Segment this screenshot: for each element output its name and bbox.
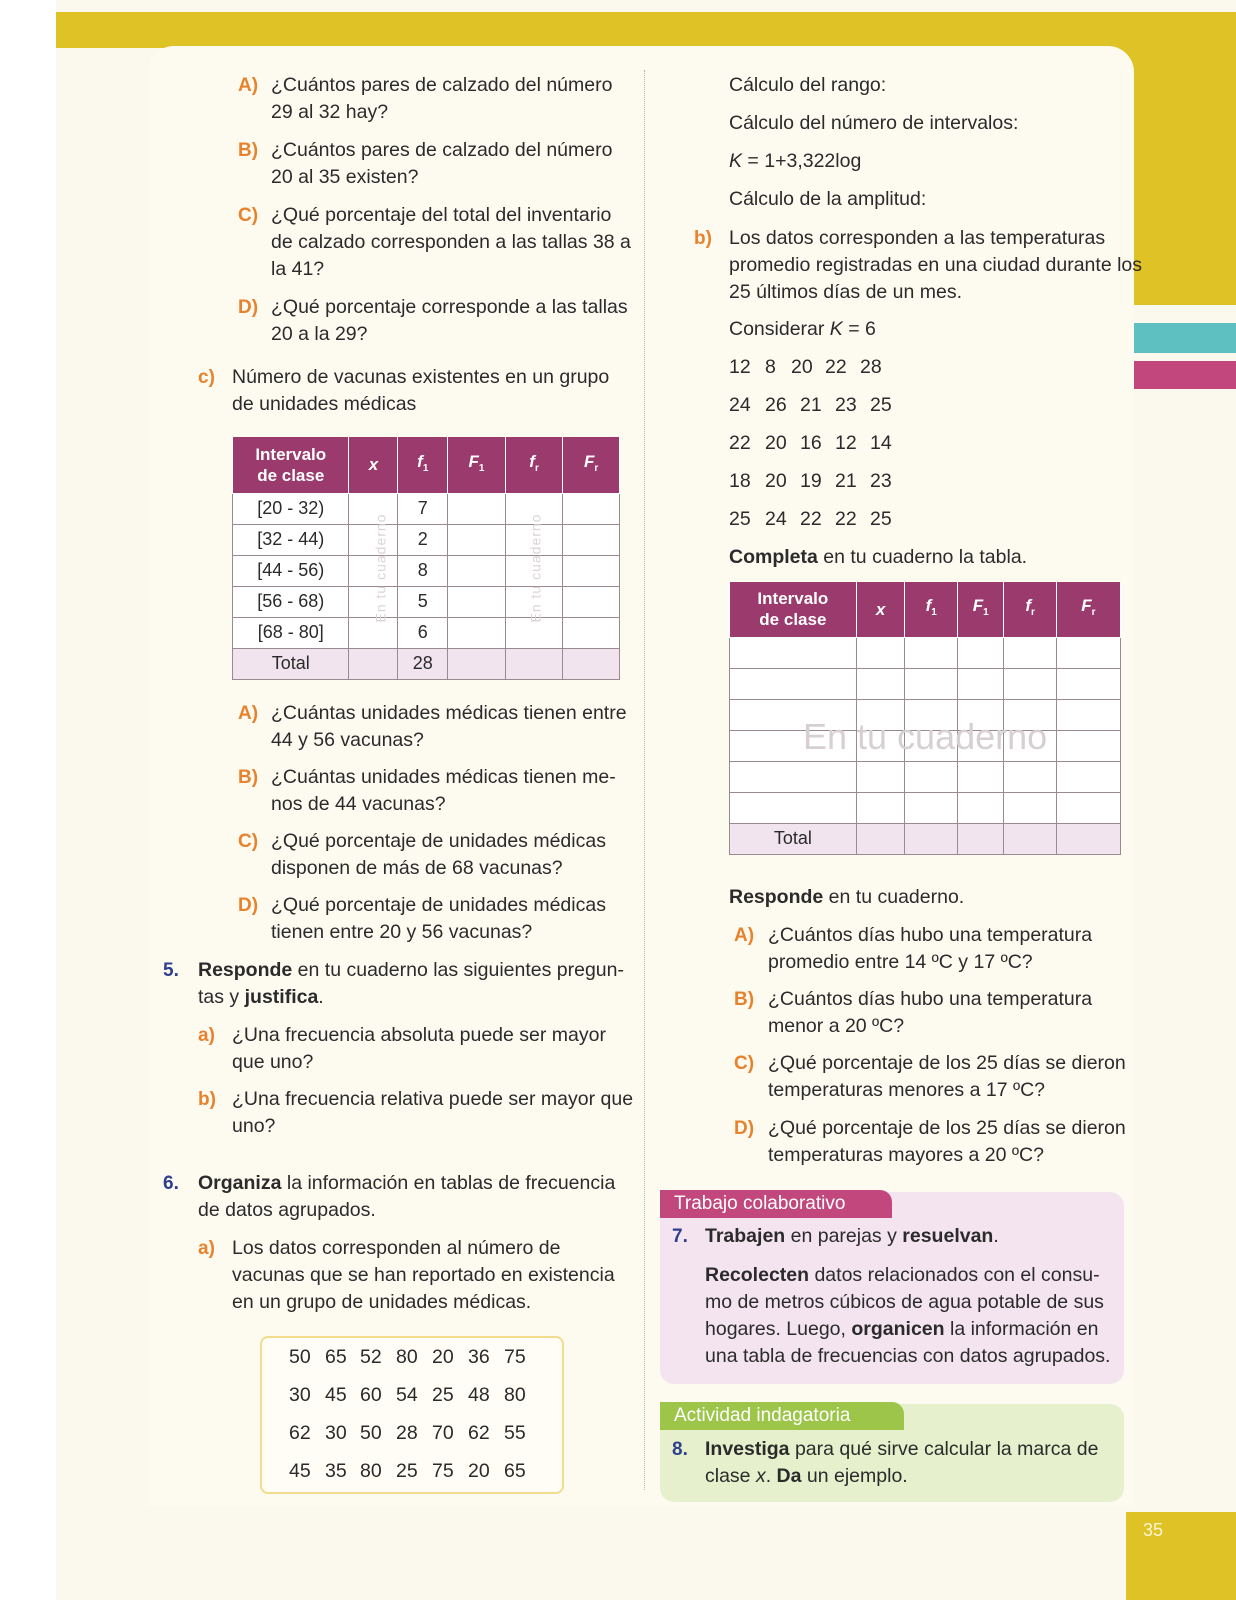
question-text: temperaturas menores a 17 ºC?: [768, 1079, 1046, 1101]
exercise-number: 7.: [672, 1226, 688, 1247]
item-text: de unidades médicas: [232, 393, 417, 415]
question-marker: C): [734, 1053, 755, 1074]
header-fr: $f_r$: [1004, 582, 1057, 637]
table-row: [730, 637, 1121, 668]
header-interval: Intervalo de clase: [233, 437, 349, 493]
question-text: ¿Qué porcentaje de unidades médicas: [271, 894, 606, 916]
data-row: 22: [729, 432, 751, 454]
calc-label: Cálculo del rango:: [729, 74, 887, 96]
watermark-text: En tu cuaderno: [527, 513, 544, 623]
header-fi: $f_1$: [398, 437, 448, 493]
item-marker: b): [198, 1089, 216, 1110]
question-text: ¿Cuántos pares de calzado del número: [271, 139, 613, 161]
exercise-text: Recolecten datos relacionados con el consu-: [705, 1264, 1100, 1286]
question-marker: D): [238, 297, 259, 318]
exercise-number: 8.: [672, 1439, 688, 1460]
exercise-number: 5.: [163, 960, 179, 981]
exercise-text: mo de metros cúbicos de agua potable de sus: [705, 1291, 1104, 1313]
header-x: x: [856, 582, 905, 637]
item-text: en un grupo de unidades médicas.: [232, 1291, 532, 1313]
exercise-text: Investiga para qué sirve calcular la marca de: [705, 1438, 1099, 1460]
table-row: [730, 761, 1121, 792]
data-row: 12: [729, 356, 751, 378]
watermark-text: En tu cuaderno: [372, 513, 389, 623]
exercise-number: 6.: [163, 1173, 179, 1194]
table-row: [730, 792, 1121, 823]
question-text: 20 a la 29?: [271, 323, 368, 345]
question-marker: B): [238, 767, 259, 788]
item-text: ¿Una frecuencia absoluta puede ser mayor: [232, 1024, 606, 1046]
data-row: 25: [729, 508, 751, 530]
header-Fr: $F_r$: [1056, 582, 1120, 637]
question-text: ¿Cuántos días hubo una temperatura: [768, 924, 1093, 946]
header-Fi: $F_1$: [958, 582, 1004, 637]
watermark-text: En tu cuaderno: [803, 716, 1048, 757]
question-text: ¿Qué porcentaje de los 25 días se dieron: [768, 1052, 1126, 1074]
question-marker: A): [238, 75, 259, 96]
question-marker: D): [734, 1118, 755, 1139]
question-marker: A): [238, 703, 259, 724]
question-text: menor a 20 ºC?: [768, 1015, 905, 1037]
formula: K = 1+3,322log: [729, 150, 862, 172]
question-text: ¿Cuántos días hubo una temperatura: [768, 988, 1093, 1010]
item-text: 25 últimos días de un mes.: [729, 281, 963, 303]
question-marker: B): [734, 989, 755, 1010]
collaborative-work-title: Trabajo colaborativo: [660, 1190, 892, 1218]
question-text: ¿Qué porcentaje del total del inventario: [271, 204, 612, 226]
item-text: Número de vacunas existentes en un grupo: [232, 366, 610, 388]
question-text: promedio entre 14 ºC y 17 ºC?: [768, 951, 1033, 973]
question-marker: A): [734, 925, 755, 946]
item-marker: c): [198, 367, 215, 388]
question-marker: C): [238, 831, 259, 852]
table-row: [730, 668, 1121, 699]
item-text: que uno?: [232, 1051, 314, 1073]
header-fr: $f_r$: [505, 437, 562, 493]
question-text: ¿Cuántas unidades médicas tienen entre: [271, 702, 627, 724]
table-total-row: Total 28: [233, 648, 620, 679]
exercise-text: clase x. Da un ejemplo.: [705, 1465, 908, 1487]
item-text: Los datos corresponden al número de: [232, 1237, 561, 1259]
table-row: [68 - 80] 6: [233, 617, 620, 648]
question-marker: C): [238, 205, 259, 226]
question-text: temperaturas mayores a 20 ºC?: [768, 1144, 1044, 1166]
question-text: 20 al 35 existen?: [271, 166, 419, 188]
table-row: [44 - 56) 8: [233, 555, 620, 586]
question-text: ¿Qué porcentaje corresponde a las tallas: [271, 296, 628, 318]
table-total-row: Total: [730, 823, 1121, 854]
item-marker: a): [198, 1025, 215, 1046]
question-text: nos de 44 vacunas?: [271, 793, 446, 815]
exercise-text: una tabla de frecuencias con datos agrupados.: [705, 1345, 1111, 1367]
question-text: 29 al 32 hay?: [271, 101, 389, 123]
instruction: Completa en tu cuaderno la tabla.: [729, 546, 1028, 568]
question-text: 44 y 56 vacunas?: [271, 729, 424, 751]
exercise-text: Responde en tu cuaderno las siguientes pregun-: [198, 959, 624, 981]
header-Fi: $F_1$: [448, 437, 506, 493]
question-marker: B): [238, 140, 259, 161]
item-marker: b): [694, 228, 712, 249]
question-text: ¿Qué porcentaje de los 25 días se dieron: [768, 1117, 1126, 1139]
item-marker: a): [198, 1238, 215, 1259]
exercise-text: de datos agrupados.: [198, 1199, 376, 1221]
question-text: de calzado corresponden a las tallas 38 a: [271, 231, 631, 253]
calc-label: Cálculo del número de intervalos:: [729, 112, 1019, 134]
question-marker: D): [238, 895, 259, 916]
exercise-text: Organiza la información en tablas de frecuencia: [198, 1172, 616, 1194]
question-text: disponen de más de 68 vacunas?: [271, 857, 563, 879]
question-text: la 41?: [271, 258, 325, 280]
page-number: 35: [1143, 1520, 1164, 1540]
column-divider: [644, 70, 645, 1490]
table-row: [56 - 68) 5: [233, 586, 620, 617]
item-text: uno?: [232, 1115, 276, 1137]
frequency-table-vaccines: [232, 437, 620, 680]
item-text: vacunas que se han reportado en existencia: [232, 1264, 615, 1286]
exercise-text: tas y justifica.: [198, 986, 324, 1008]
exercise-text: Trabajen en parejas y resuelvan.: [705, 1225, 999, 1247]
exercise-text: hogares. Luego, organicen la información en: [705, 1318, 1099, 1340]
data-row: 18: [729, 470, 751, 492]
table-row: [20 - 32) 7: [233, 493, 620, 524]
data-row: 24: [729, 394, 751, 416]
question-text: ¿Qué porcentaje de unidades médicas: [271, 830, 606, 852]
vaccine-data-box: 50 65 52 80 20 36 75 30 45 60 54 25 48 80 62 30 50 28 70 62 55 45 35 80 25 75 20 65: [260, 1336, 564, 1494]
consider-k: Considerar K = 6: [729, 318, 876, 340]
header-interval: Intervalo de clase: [730, 582, 857, 637]
calc-label: Cálculo de la amplitud:: [729, 188, 927, 210]
item-text: Los datos corresponden a las temperaturas: [729, 227, 1106, 249]
teal-side-tab: [1134, 323, 1236, 353]
table-row: [32 - 44) 2: [233, 524, 620, 555]
item-text: promedio registradas en una ciudad durante los: [729, 254, 1143, 276]
instruction: Responde en tu cuaderno.: [729, 886, 965, 908]
header-Fr: $F_r$: [563, 437, 620, 493]
item-text: ¿Una frecuencia relativa puede ser mayor que: [232, 1088, 634, 1110]
top-color-band: [56, 12, 1236, 48]
header-x: x: [349, 437, 398, 493]
inquiry-activity-title: Actividad indagatoria: [660, 1402, 904, 1430]
header-fi: $f_1$: [905, 582, 958, 637]
magenta-side-tab: [1134, 361, 1236, 389]
question-text: tienen entre 20 y 56 vacunas?: [271, 921, 533, 943]
question-text: ¿Cuántas unidades médicas tienen me-: [271, 766, 616, 788]
question-text: ¿Cuántos pares de calzado del número: [271, 74, 613, 96]
